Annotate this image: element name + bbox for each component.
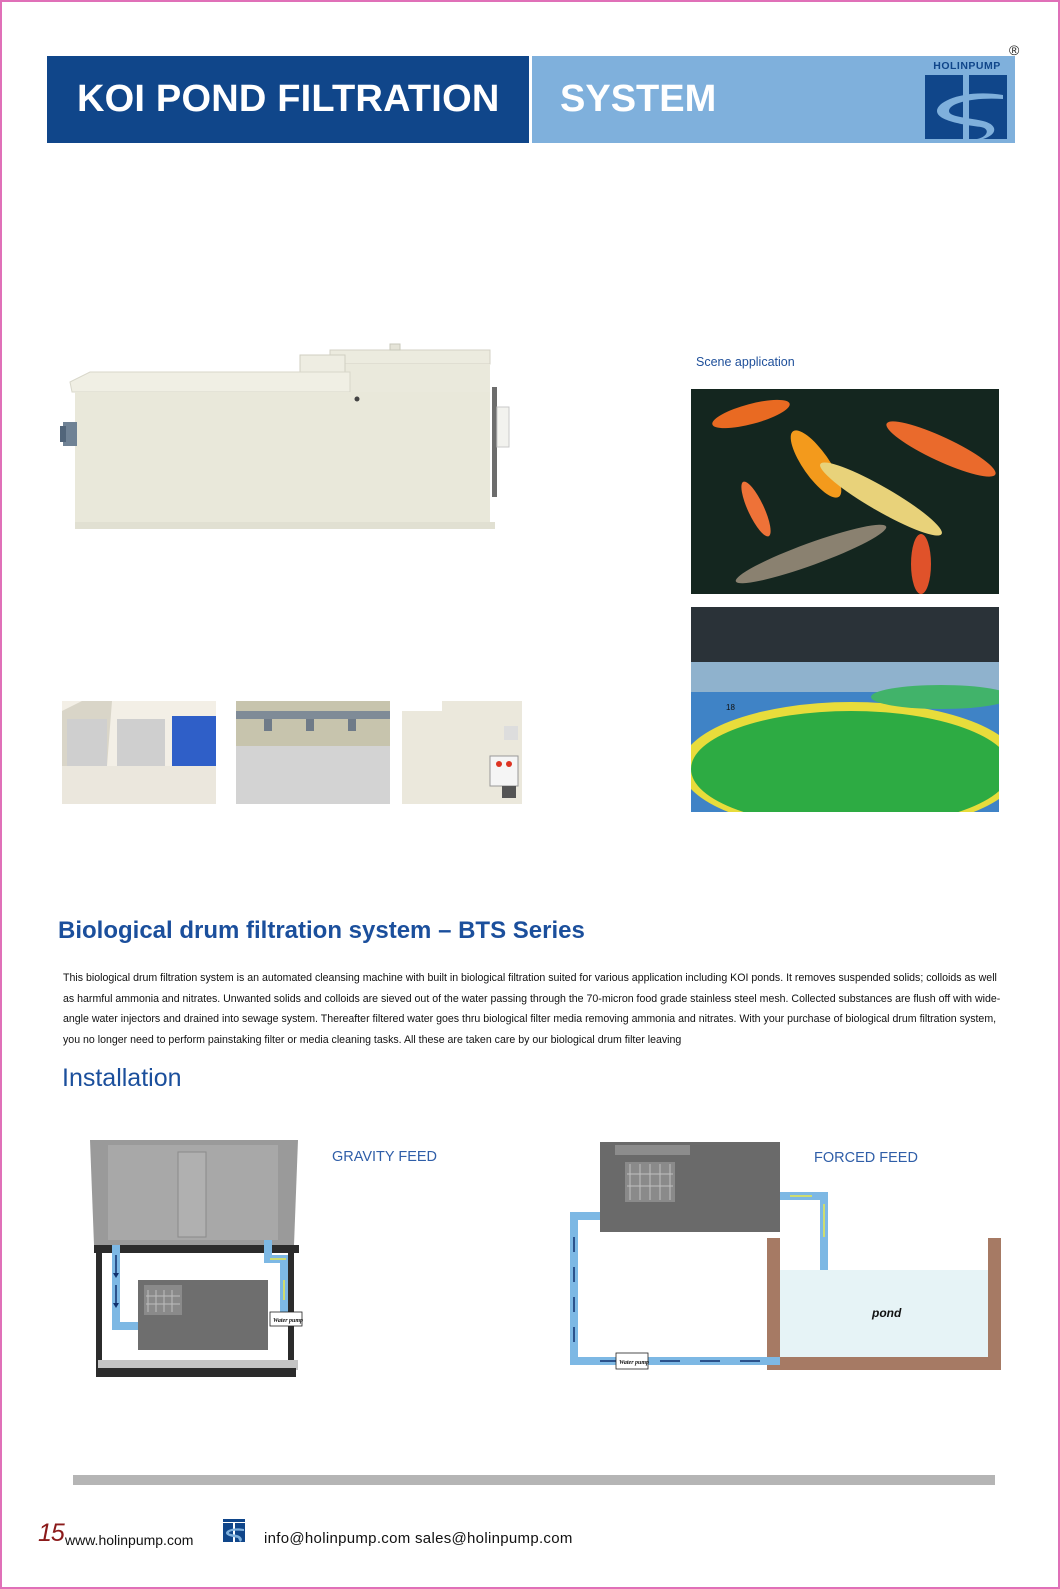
koi-pond-photo	[691, 389, 999, 594]
footer-divider	[73, 1475, 995, 1485]
drum-filter-product-image	[60, 342, 532, 537]
forced-feed-diagram	[570, 1142, 1006, 1372]
installation-heading: Installation	[62, 1064, 182, 1092]
bio-media-compartments-thumbnail	[62, 701, 216, 804]
control-box-side-thumbnail	[402, 701, 556, 804]
page-title-right: SYSTEM	[560, 78, 717, 120]
tank-number: 18	[726, 703, 735, 712]
forced-feed-label: FORCED FEED	[814, 1150, 918, 1166]
section-title: Biological drum filtration system – BTS Series	[58, 917, 585, 944]
footer-logo-icon	[221, 1518, 247, 1542]
gravity-feed-label: GRAVITY FEED	[332, 1149, 438, 1165]
forced-pump-label: Water pump	[619, 1360, 650, 1366]
footer-website-link[interactable]: www.holinpump.com	[65, 1532, 194, 1548]
page-number: 15	[38, 1519, 64, 1547]
pond-label: pond	[872, 1306, 902, 1320]
gravity-feed-diagram	[90, 1140, 312, 1377]
title-banner-left	[47, 56, 529, 143]
registered-trademark: ®	[1009, 42, 1020, 58]
holinpump-logo-icon	[925, 75, 1007, 139]
gravity-pump-label: Water pump	[273, 1318, 304, 1324]
page-title-left: KOI POND FILTRATION	[77, 78, 500, 120]
spray-bar-drum-mesh-thumbnail	[236, 701, 390, 804]
description-paragraph: This biological drum filtration system is an automated cleansing machine with built in biological filtration suited for various application including KOI ponds. It removes suspended solids; colloids as well as harmful ammonia and nitrates. Unwanted solids and colloids are sieved out of the water passing through the 70-micron food grade stainless steel mesh. Collected substances are flush off with wide-angle water injectors and drained into sewage system. Thereafter filtered water goes thru biological filter media removing ammonia and nitrates. With your purchase of biological drum filtration system, you no longer need to perform painstaking filter or media cleaning tasks. All these are taken care by our biological drum filter leaving	[63, 972, 1001, 1046]
scene-application-label: Scene application	[696, 355, 795, 369]
footer-email-links[interactable]: info@holinpump.com sales@holinpump.com	[264, 1530, 573, 1547]
holinpump-logo	[920, 60, 1010, 140]
brand-name: HOLINPUMP	[933, 60, 1001, 72]
aquaculture-tanks-photo	[691, 607, 999, 812]
